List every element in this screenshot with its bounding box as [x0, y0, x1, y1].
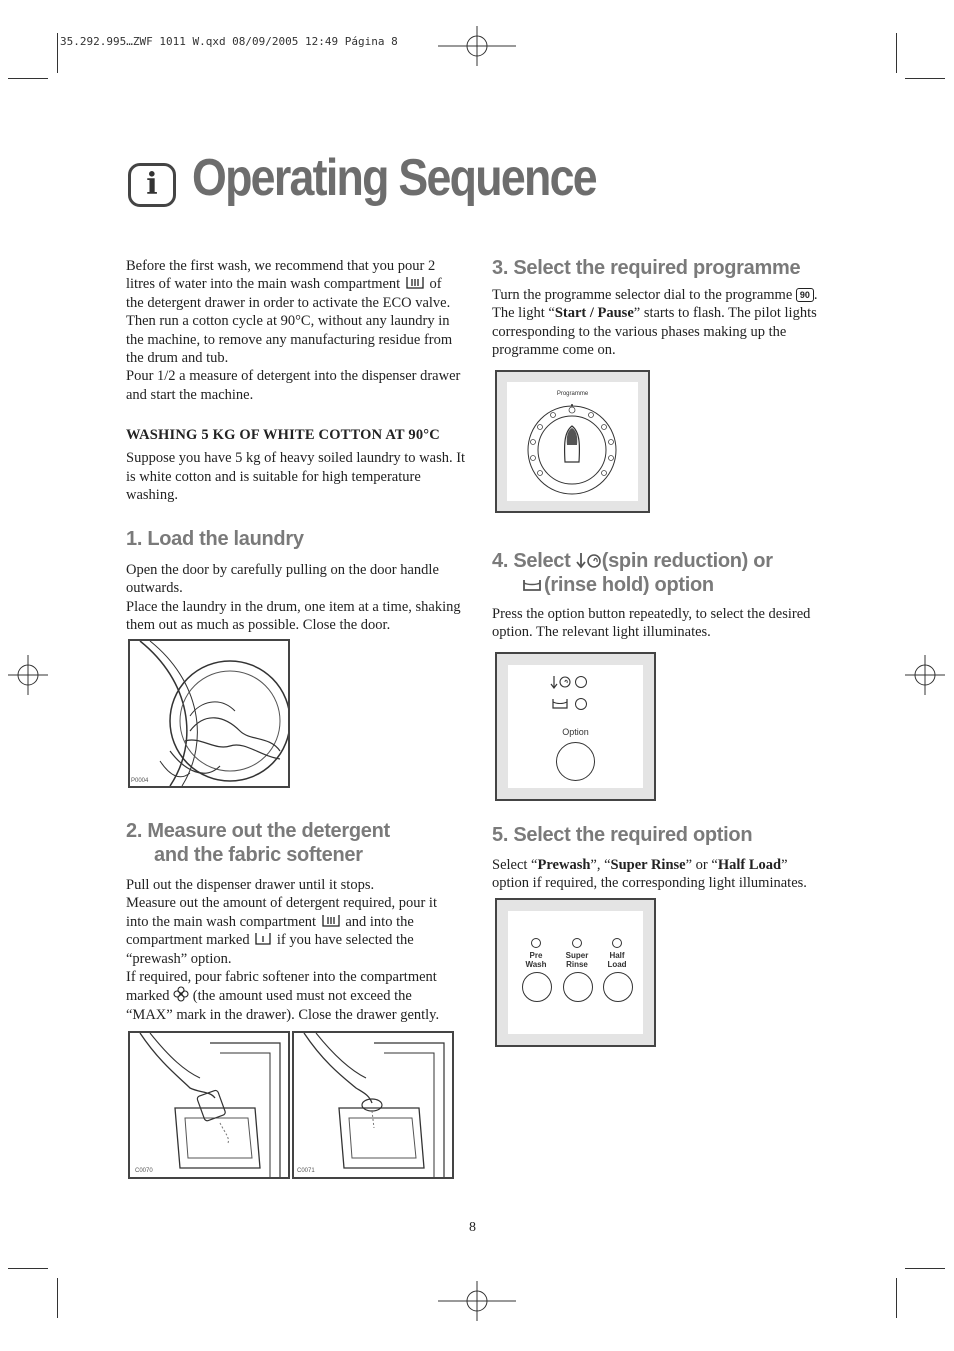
- spin-reduction-icon: [550, 675, 572, 689]
- step1-heading: 1. Load the laundry: [126, 528, 304, 550]
- detergent-drawer-illustration-right: [292, 1031, 454, 1179]
- load-laundry-illustration: [128, 639, 290, 788]
- main-wash-compartment-icon: [404, 276, 426, 290]
- prewash-label: Pre Wash: [525, 951, 547, 969]
- step5-text: Select “Prewash”, “Super Rinse” or “Half Load” option if required, the corresponding light illuminates.: [492, 857, 807, 892]
- spin-reduction-light: [575, 676, 587, 688]
- half-load-light: [612, 938, 622, 948]
- rinse-hold-icon: [522, 577, 544, 593]
- figure-code: C0070: [135, 1168, 153, 1174]
- programme-selector-dial[interactable]: [524, 400, 620, 496]
- step2-heading: 2. Measure out the detergent and the fabric softener: [126, 820, 390, 866]
- fabric-softener-flower-icon: [173, 986, 189, 1002]
- registration-mark-top: [438, 26, 516, 66]
- programme-90-icon: 90: [796, 288, 814, 302]
- print-slug: 35.292.995…ZWF 1011 W.qxd 08/09/2005 12:49 Página 8: [60, 35, 398, 48]
- page-title: Operating Sequence: [192, 149, 596, 207]
- super-rinse-label: Super Rinse: [565, 951, 589, 969]
- super-rinse-light: [572, 938, 582, 948]
- super-rinse-button[interactable]: [563, 972, 593, 1002]
- step2-text: Pull out the dispenser drawer until it stops. Measure out the amount of detergent required, pour it into the main wash compartment and into the compartment marked if you have selected the “prewash” option. If required, pour fabric softener into the compartment marked (the amount used must not exceed the “MAX” mark in the drawer). Close the drawer gently.: [126, 877, 440, 1023]
- info-icon: i: [128, 163, 176, 207]
- step4-heading: 4. Select (spin reduction) or (rinse hold) option: [492, 550, 773, 596]
- step5-heading: 5. Select the required option: [492, 824, 753, 846]
- step3-heading: 3. Select the required programme: [492, 257, 801, 279]
- intro-section: [126, 257, 462, 404]
- washing-heading: WASHING 5 KG OF WHITE COTTON AT 90°C: [126, 427, 440, 443]
- intro-paragraph-2: Pour 1/2 a measure of detergent into the dispenser drawer and start the machine.: [126, 368, 461, 403]
- spin-reduction-icon: [576, 551, 602, 569]
- main-wash-compartment-icon: [320, 914, 342, 928]
- registration-mark-right: [905, 655, 945, 695]
- half-load-label: Half Load: [607, 951, 627, 969]
- figure-code: C0071: [297, 1168, 315, 1174]
- intro-paragraph-1: Before the first wash, we recommend that you pour 2 litres of water into the main wash compartment of the detergent drawer in order to activate the ECO valve. Then run a cotton cycle at 90°C, without any laundry in the machine, to remove any manufacturing residue from the drum and tub.: [126, 258, 453, 367]
- prewash-button[interactable]: [522, 972, 552, 1002]
- page-number: 8: [469, 1220, 476, 1235]
- option-button[interactable]: [556, 742, 595, 781]
- registration-mark-bottom: [438, 1281, 516, 1321]
- step4-text: Press the option button repeatedly, to select the desired option. The relevant light illuminates.: [492, 606, 811, 641]
- washing-machine-door-drawing: [130, 641, 288, 786]
- figure-code: P0004: [131, 778, 149, 784]
- programme-dial-panel: [495, 370, 650, 513]
- half-load-button[interactable]: [603, 972, 633, 1002]
- step3-text: Turn the programme selector dial to the programme 90 . The light “Start / Pause” starts to flash. The pilot lights corresponding to the various phases making up the programme come on.: [492, 287, 818, 359]
- washing-example: [126, 426, 466, 505]
- option-label: Option: [562, 727, 589, 737]
- rinse-hold-icon: [552, 698, 570, 710]
- prewash-compartment-icon: [253, 932, 273, 946]
- registration-mark-left: [8, 655, 48, 695]
- detergent-drawer-illustration-left: [128, 1031, 290, 1179]
- washing-text: Suppose you have 5 kg of heavy soiled laundry to wash. It is white cotton and is suitable for high temperature washing.: [126, 450, 466, 504]
- option-panel: [495, 652, 656, 801]
- rinse-hold-light: [575, 698, 587, 710]
- step1-text: Open the door by carefully pulling on the door handle outwards. Place the laundry in the drum, one item at a time, shaking them out as much as possible. Close the door.: [126, 562, 461, 634]
- option-buttons-panel: [495, 898, 656, 1047]
- prewash-light: [531, 938, 541, 948]
- dial-label: Programme: [556, 391, 589, 397]
